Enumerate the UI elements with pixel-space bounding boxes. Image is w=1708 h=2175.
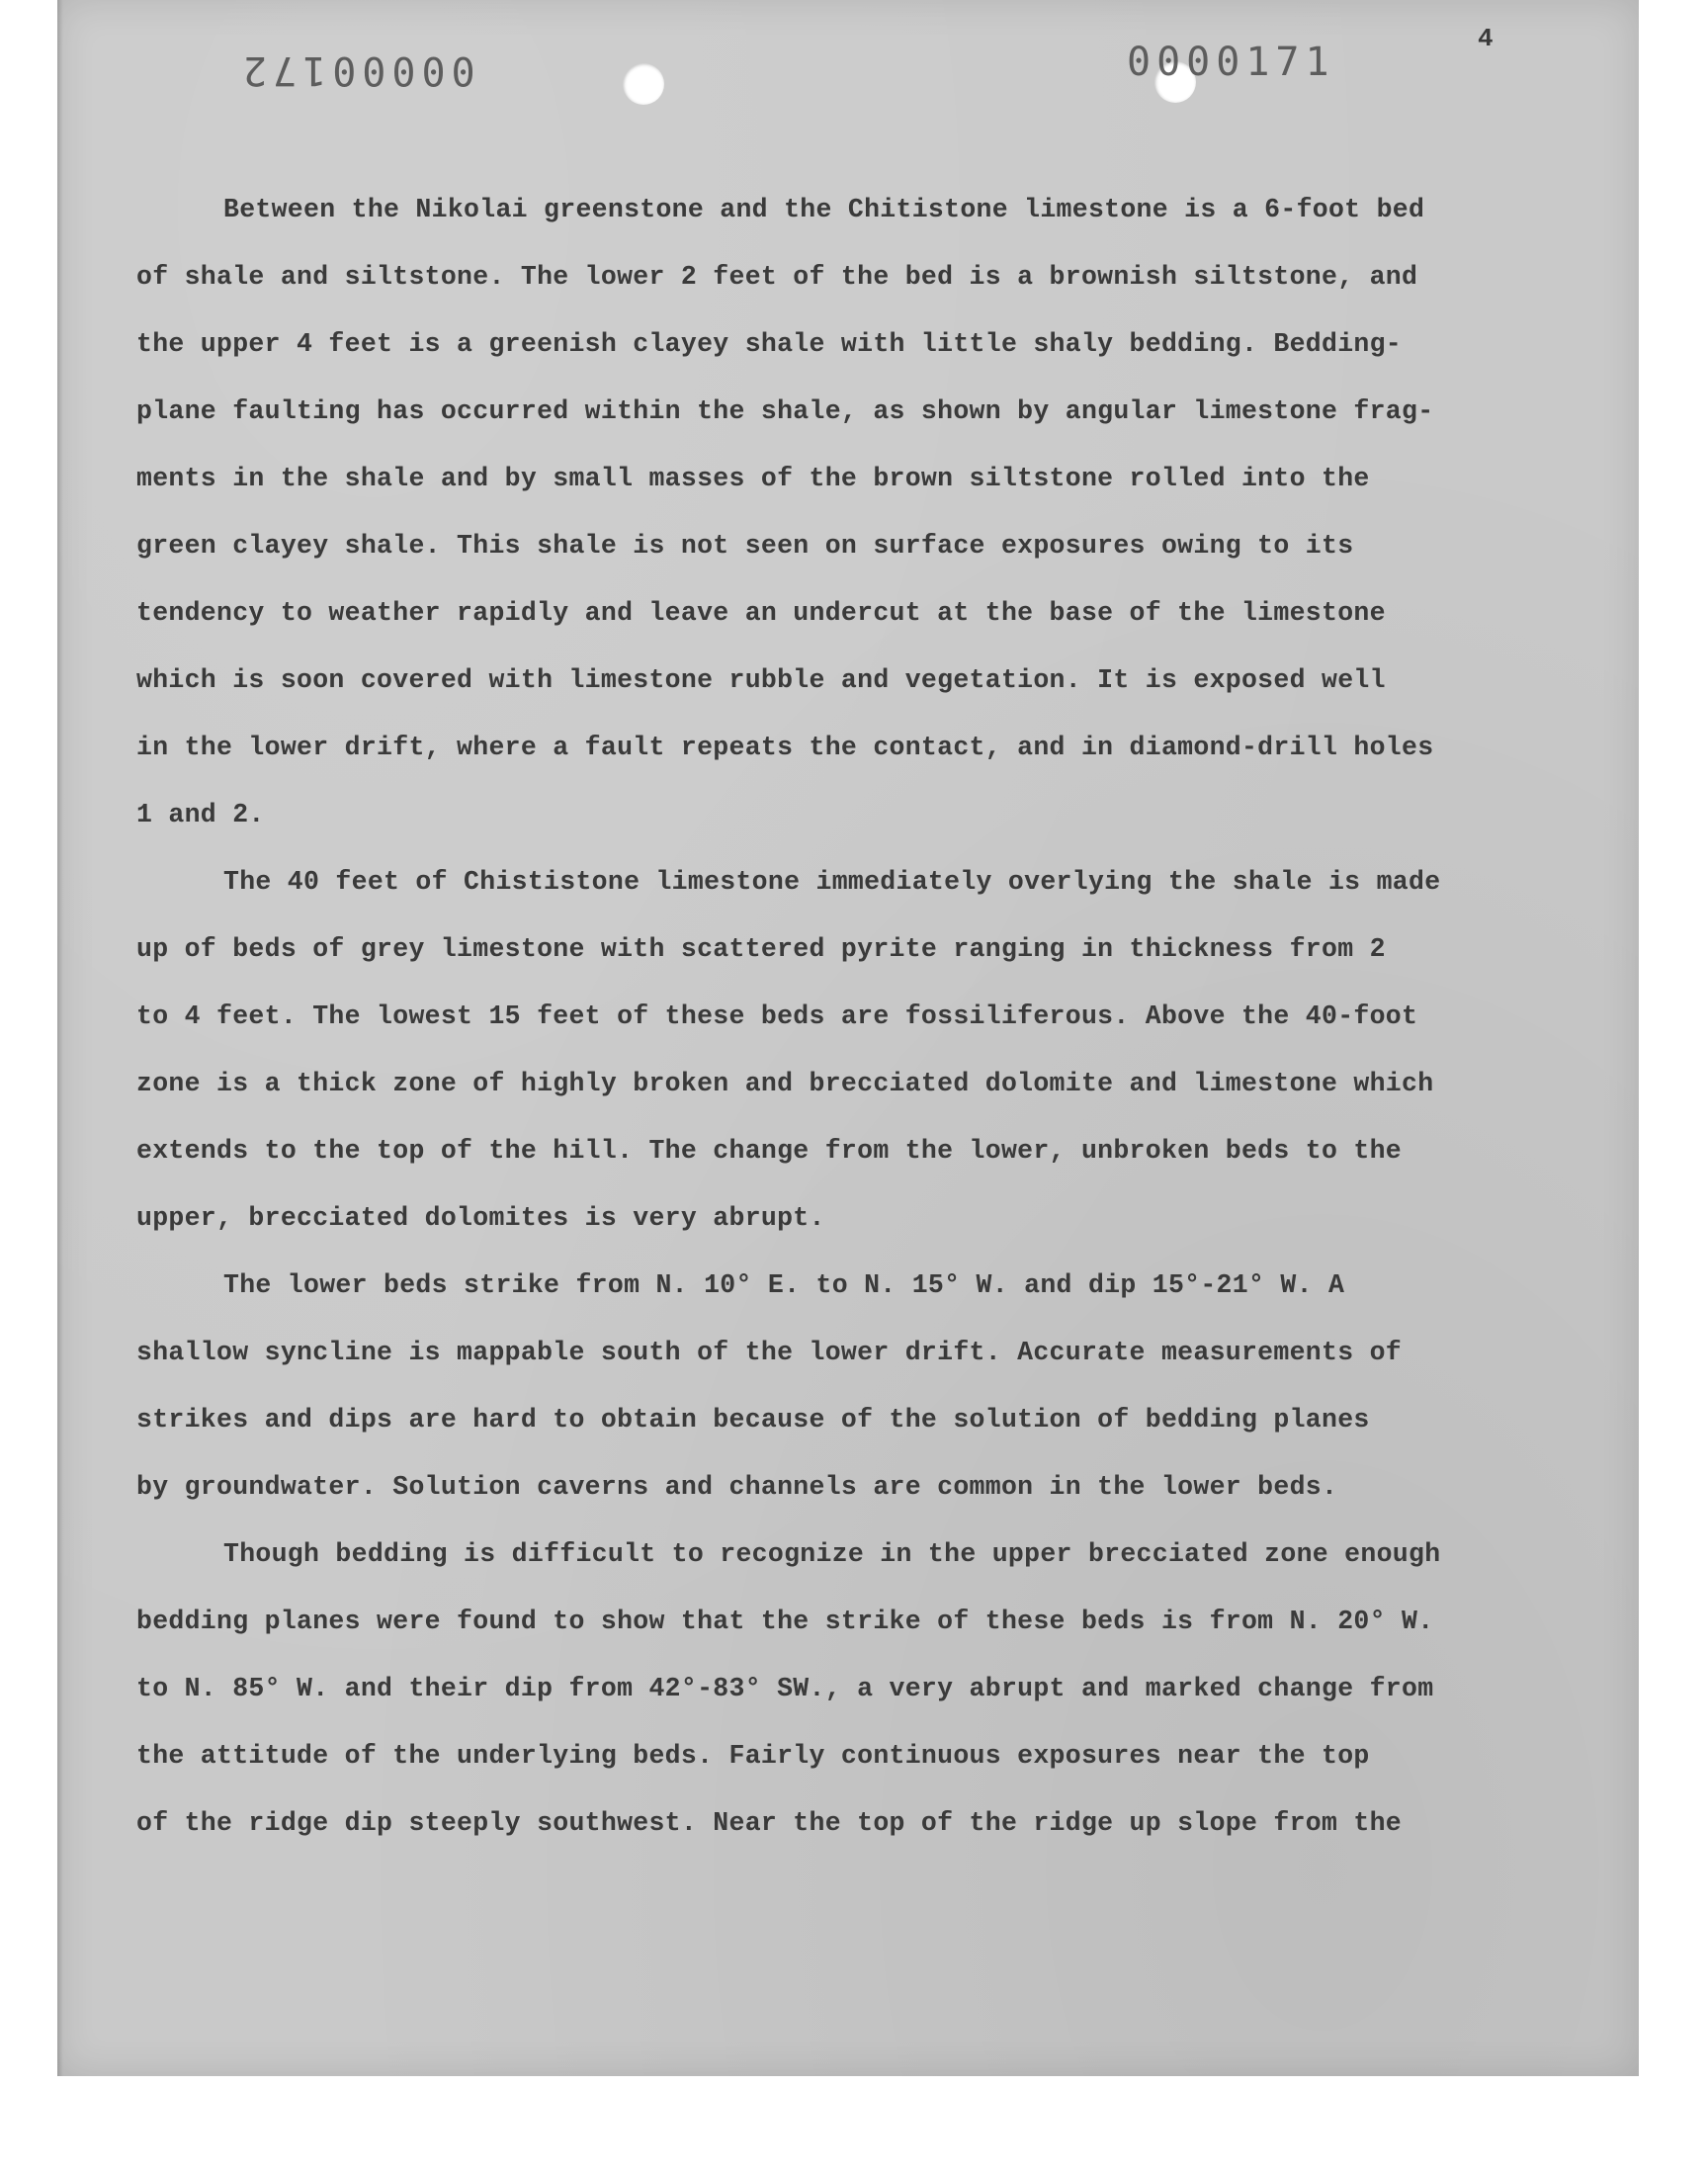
text-line: which is soon covered with limestone rubble and vegetation. It is exposed well <box>136 665 1386 695</box>
text-line: plane faulting has occurred within the shale, as shown by angular limestone frag- <box>136 396 1434 426</box>
text-line: to N. 85° W. and their dip from 42°-83° SW., a very abrupt and marked change from <box>136 1674 1434 1703</box>
document-body <box>136 176 1560 1857</box>
text-line: bedding planes were found to show that the strike of these beds is from N. 20° W. <box>136 1607 1434 1636</box>
text-line: shallow syncline is mappable south of the lower drift. Accurate measurements of <box>136 1338 1403 1367</box>
text-line: 1 and 2. <box>136 800 265 829</box>
text-line: of shale and siltstone. The lower 2 feet of the bed is a brownish siltstone, and <box>136 262 1418 292</box>
text-line: Between the Nikolai greenstone and the Chitistone limestone is a 6-foot bed <box>223 195 1425 224</box>
text-line: The 40 feet of Chististone limestone immediately overlying the shale is made <box>223 867 1441 897</box>
paragraph-2 <box>136 848 1560 1252</box>
document-stamp-left: 00000172 <box>237 47 475 93</box>
text-line: up of beds of grey limestone with scattered pyrite ranging in thickness from 2 <box>136 934 1386 964</box>
punch-hole-left <box>623 63 664 105</box>
paragraph-4 <box>136 1521 1560 1857</box>
text-line: extends to the top of the hill. The change from the lower, unbroken beds to the <box>136 1136 1403 1166</box>
text-line: Though bedding is difficult to recognize in the upper brecciated zone enough <box>223 1539 1441 1569</box>
text-line: the attitude of the underlying beds. Fairly continuous exposures near the top <box>136 1741 1370 1771</box>
text-line: of the ridge dip steeply southwest. Near the top of the ridge up slope from the <box>136 1808 1403 1838</box>
text-line: the upper 4 feet is a greenish clayey shale with little shaly bedding. Bedding- <box>136 329 1403 359</box>
paragraph-1 <box>136 176 1560 848</box>
paragraph-3 <box>136 1252 1560 1521</box>
text-line: tendency to weather rapidly and leave an undercut at the base of the limestone <box>136 598 1386 628</box>
document-stamp-right: 0000171 <box>1127 40 1335 85</box>
page-edge-shadow <box>57 0 63 2076</box>
text-line: in the lower drift, where a fault repeats the contact, and in diamond-drill holes <box>136 733 1434 762</box>
text-line: green clayey shale. This shale is not seen on surface exposures owing to its <box>136 531 1354 561</box>
text-line: to 4 feet. The lowest 15 feet of these beds are fossiliferous. Above the 40-foot <box>136 1001 1418 1031</box>
text-line: The lower beds strike from N. 10° E. to N. 15° W. and dip 15°-21° W. A <box>223 1270 1345 1300</box>
text-line: strikes and dips are hard to obtain because of the solution of bedding planes <box>136 1405 1370 1435</box>
page-number: 4 <box>1478 24 1494 53</box>
text-line: zone is a thick zone of highly broken and brecciated dolomite and limestone which <box>136 1069 1434 1098</box>
text-line: by groundwater. Solution caverns and channels are common in the lower beds. <box>136 1472 1338 1502</box>
text-line: upper, brecciated dolomites is very abrupt. <box>136 1203 825 1233</box>
text-line: ments in the shale and by small masses of the brown siltstone rolled into the <box>136 464 1370 493</box>
